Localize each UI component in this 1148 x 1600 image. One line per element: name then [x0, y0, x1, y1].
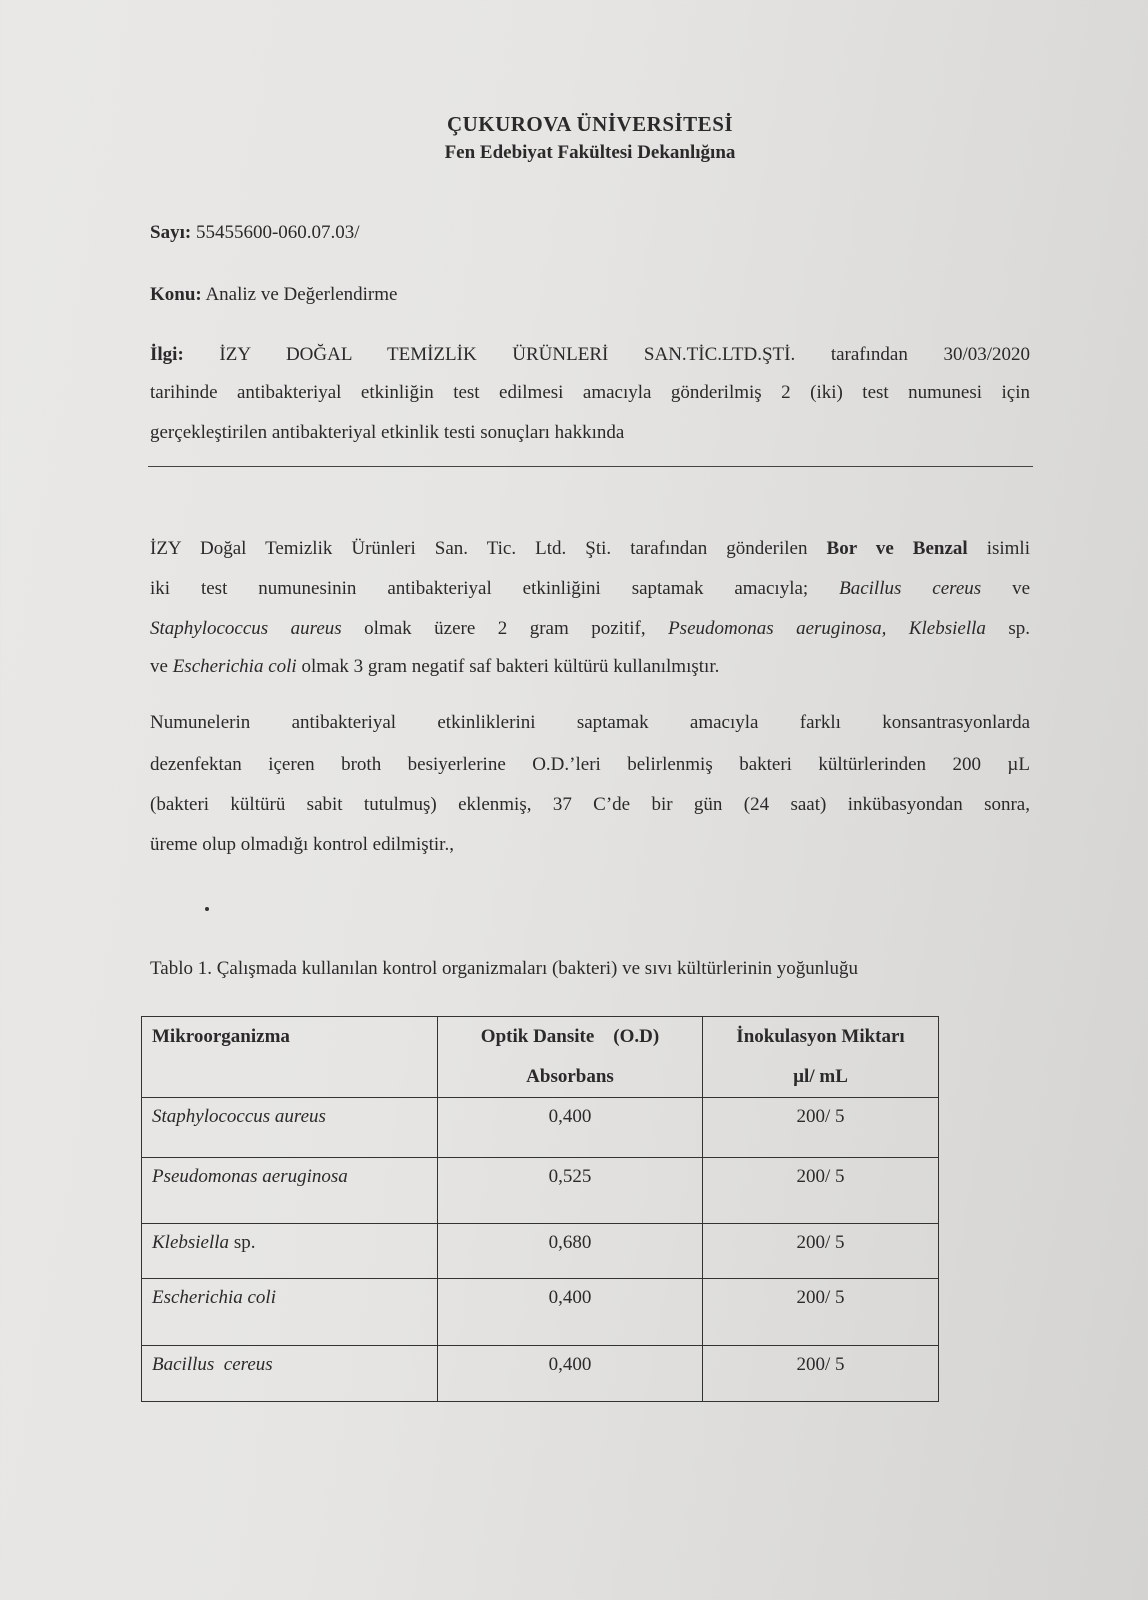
od-cell: 0,400 — [438, 1346, 703, 1402]
od-cell: 0,525 — [438, 1158, 703, 1224]
od-cell: 0,400 — [438, 1098, 703, 1158]
ilgi-text-1: İZY DOĞAL TEMİZLİK ÜRÜNLERİ SAN.TİC.LTD.ŞTİ. tarafından 30/03/2020 — [219, 344, 1030, 365]
para2-line-1: Numunelerin antibakteriyal etkinliklerini saptamak amacıyla farklı konsantrasyonlarda — [150, 712, 1030, 733]
organism-cell: Bacillus cereus — [142, 1346, 438, 1402]
ilgi-line-3: gerçekleştirilen antibakteriyal etkinlik testi sonuçları hakkında — [150, 422, 625, 443]
sayi-line — [150, 222, 360, 244]
table-caption: Tablo 1. Çalışmada kullanılan kontrol organizmaları (bakteri) ve sıvı kültürlerinin yoğunluğu — [150, 958, 859, 979]
para1-text: isimli — [986, 538, 1030, 559]
para1-text: sp. — [1008, 618, 1031, 639]
para1-text: ve — [150, 656, 168, 677]
konu-value: Analiz ve Değerlendirme — [205, 284, 398, 305]
para1-line-2 — [150, 578, 1030, 600]
table-row — [142, 1158, 939, 1224]
species-name: Escherichia coli — [172, 656, 297, 677]
species-name: Staphylococcus aureus — [150, 618, 342, 639]
organism-cell: Staphylococcus aureus — [142, 1098, 438, 1158]
organism-table — [141, 1016, 939, 1402]
para2-line-3: (bakteri kültürü sabit tutulmuş) eklenmiş, 37 C’de bir gün (24 saat) inkübasyondan sonra, — [150, 794, 1030, 815]
table-row — [142, 1279, 939, 1346]
inoculation-cell: 200/ 5 — [703, 1098, 939, 1158]
od-cell: 0,680 — [438, 1224, 703, 1279]
para1-text: İZY Doğal Temizlik Ürünleri San. Tic. Ltd. Şti. tarafından gönderilen — [150, 538, 808, 559]
header-od-line-2: Absorbans — [526, 1066, 614, 1087]
university-name: ÇUKUROVA ÜNİVERSİTESİ — [446, 112, 734, 136]
inoculation-cell: 200/ 5 — [703, 1346, 939, 1402]
table-row — [142, 1098, 939, 1158]
para1-line-3 — [150, 618, 1030, 640]
header-organism — [142, 1017, 438, 1098]
header-inoc-line-2: µl/ mL — [793, 1066, 848, 1087]
ilgi-line-2: tarihinde antibakteriyal etkinliğin test edilmesi amacıyla gönderilmiş 2 (iki) test numunesi için — [150, 382, 1030, 403]
organism-cell: Pseudomonas aeruginosa — [142, 1158, 438, 1224]
para1-text: olmak 3 gram negatif saf bakteri kültürü kullanılmıştır. — [301, 656, 720, 677]
table-row — [142, 1224, 939, 1279]
header-od-line-1: Optik Dansite (O.D) — [480, 1026, 660, 1047]
organism-cell — [142, 1224, 438, 1279]
organism-suffix: sp. — [233, 1232, 256, 1253]
faculty-name: Fen Edebiyat Fakültesi Dekanlığına — [444, 142, 736, 163]
para1-line-1 — [150, 538, 1030, 560]
para1-text: olmak üzere 2 gram pozitif, — [364, 618, 646, 639]
stray-dot — [205, 907, 209, 911]
para1-text: ve — [1012, 578, 1031, 599]
sample-names: Bor ve Benzal — [826, 538, 968, 559]
sayi-label: Sayı: — [150, 222, 192, 243]
od-cell: 0,400 — [438, 1279, 703, 1346]
para1-text: iki test numunesinin antibakteriyal etkinliğini saptamak amacıyla; — [150, 578, 809, 599]
header-organism-label: Mikroorganizma — [152, 1026, 290, 1047]
konu-line — [150, 284, 397, 306]
inoculation-cell: 200/ 5 — [703, 1224, 939, 1279]
konu-label: Konu: — [150, 284, 202, 305]
species-name: Bacillus cereus — [839, 578, 982, 599]
sayi-value: 55455600-060.07.03/ — [195, 222, 360, 243]
para1-line-4 — [150, 656, 719, 678]
header-od — [438, 1017, 703, 1098]
para2-line-4: üreme olup olmadığı kontrol edilmiştir., — [150, 834, 454, 855]
organism-cell: Escherichia coli — [142, 1279, 438, 1346]
ilgi-line-1 — [150, 344, 1030, 366]
inoculation-cell: 200/ 5 — [703, 1158, 939, 1224]
header-inoc-line-1: İnokulasyon Miktarı — [736, 1026, 905, 1047]
organism-genus: Klebsiella — [152, 1232, 230, 1253]
header-inoculation — [703, 1017, 939, 1098]
ilgi-label: İlgi: — [150, 344, 184, 365]
para2-line-2: dezenfektan içeren broth besiyerlerine O.D.’leri belirlenmiş bakteri kültürlerinden 200 µL — [150, 754, 1030, 775]
species-name: Pseudomonas aeruginosa, Klebsiella — [668, 618, 986, 639]
divider-rule — [148, 466, 1033, 467]
table-row — [142, 1346, 939, 1402]
table-header-row — [142, 1017, 939, 1098]
inoculation-cell: 200/ 5 — [703, 1279, 939, 1346]
